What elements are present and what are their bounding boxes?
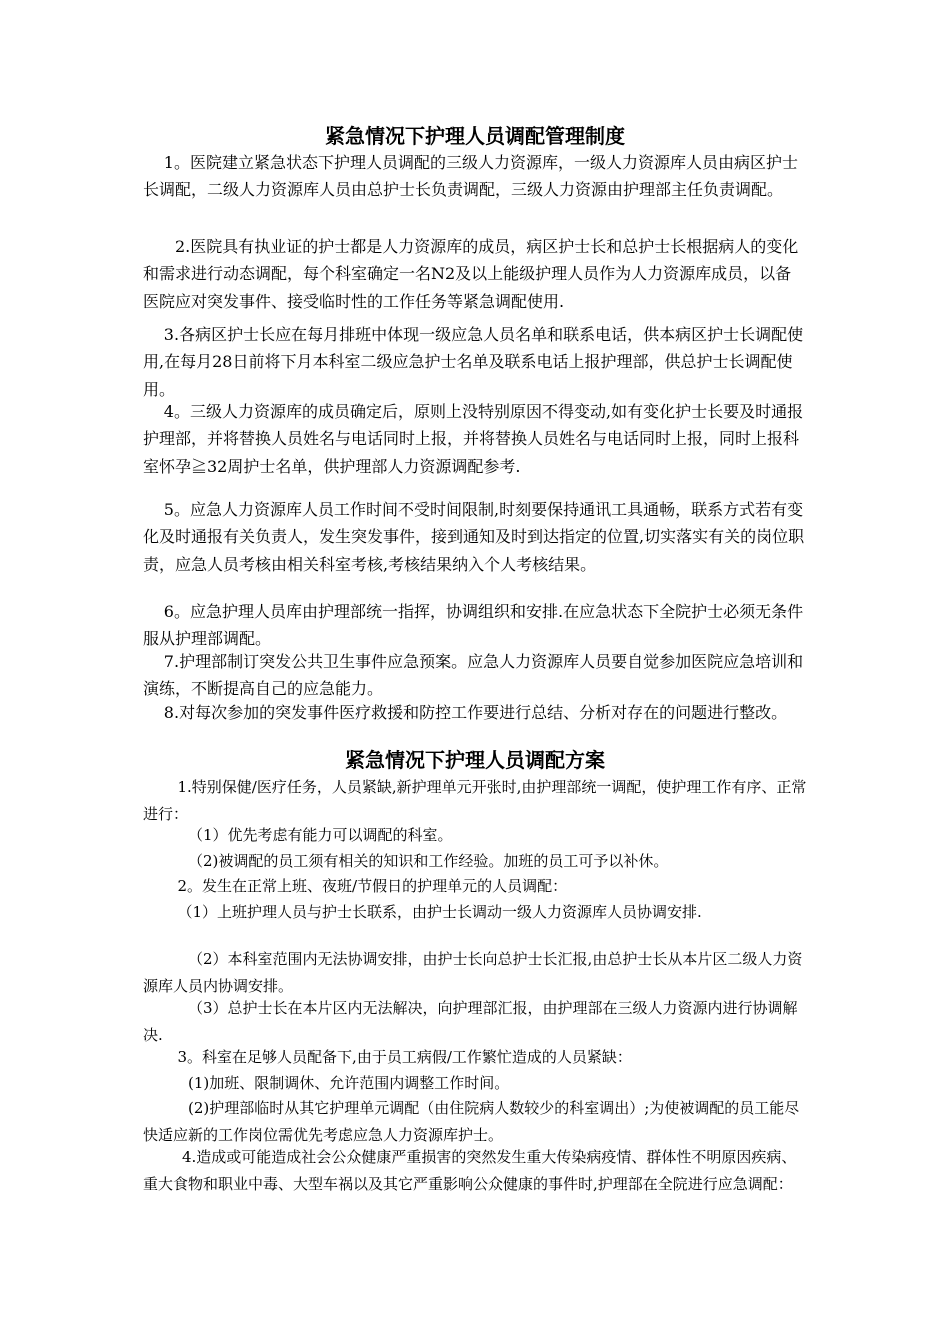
plan-item-1-1: （1）优先考虑有能力可以调配的科室。: [188, 826, 453, 844]
rule-3: 3.各病区护士长应在每月排班中体现一级应急人员名单和联系电话，供本病区护士长调配使用,在每月28日前将下月本科室二级应急护士名单及联系电话上报护理部，供总护士长调配使用。: [143, 325, 804, 399]
plan-item-1: 1.特别保健/医疗任务，人员紧缺,新护理单元开张时,由护理部统一调配，使护理工作有序、正常进行：: [143, 778, 807, 823]
plan-item-1-2: （2)被调配的员工须有相关的知识和工作经验。加班的员工可予以补休。: [188, 852, 669, 870]
title-plan: 紧急情况下护理人员调配方案: [345, 748, 605, 772]
rule-6: 6。应急护理人员库由护理部统一指挥，协调组织和安排.在应急状态下全院护士必须无条件服从护理部调配。: [143, 602, 804, 649]
plan-item-2: 2。发生在正常上班、夜班/节假日的护理单元的人员调配：: [177, 877, 568, 895]
title-regulation: 紧急情况下护理人员调配管理制度: [325, 124, 625, 148]
rule-4: 4。三级人力资源库的成员确定后，原则上没特别原因不得变动,如有变化护士长要及时通报护理部，并将替换人员姓名与电话同时上报，并将替换人员姓名与电话同时上报，同时上报科室怀孕≧32周护士名单，供护理部人力资源调配参考.: [143, 402, 804, 476]
rule-2: 2.医院具有执业证的护士都是人力资源库的成员，病区护士长和总护士长根据病人的变化和需求进行动态调配，每个科室确定一名N2及以上能级护理人员作为人力资源库成员，以备医院应对突发事件、接受临时性的工作任务等紧急调配使用.: [143, 237, 799, 311]
rule-8: 8.对每次参加的突发事件医疗救援和防控工作要进行总结、分析对存在的问题进行整改。: [163, 703, 788, 722]
plan-item-3-2: (2)护理部临时从其它护理单元调配（由住院病人数较少的科室调出）;为使被调配的员工能尽快适应新的工作岗位需优先考虑应急人力资源库护士。: [143, 1099, 800, 1144]
plan-item-3: 3。科室在足够人员配备下,由于员工病假/工作繁忙造成的人员紧缺：: [177, 1048, 632, 1066]
plan-item-2-2: （2）本科室范围内无法协调安排，由护士长向总护士长汇报,由总护士长从本片区二级人力资源库人员内协调安排。: [143, 950, 803, 995]
rule-1: 1。医院建立紧急状态下护理人员调配的三级人力资源库，一级人力资源库人员由病区护士长调配，二级人力资源库人员由总护士长负责调配，三级人力资源由护理部主任负责调配。: [143, 153, 798, 200]
plan-item-3-1: (1)加班、限制调休、允许范围内调整工作时间。: [188, 1074, 510, 1092]
plan-item-4: 4.造成或可能造成社会公众健康严重损害的突然发生重大传染病疫情、群体性不明原因疾病、重大食物和职业中毒、大型车祸以及其它严重影响公众健康的事件时,护理部在全院进行应急调配：: [143, 1148, 797, 1193]
plan-item-2-3: （3）总护士长在本片区内无法解决，向护理部汇报，由护理部在三级人力资源内进行协调解决.: [143, 999, 798, 1044]
rule-7: 7.护理部制订突发公共卫生事件应急预案。应急人力资源库人员要自觉参加医院应急培训和演练，不断提高自己的应急能力。: [143, 652, 804, 699]
plan-item-2-1: （1）上班护理人员与护士长联系，由护士长调动一级人力资源库人员协调安排.: [177, 903, 702, 921]
rule-5: 5。应急人力资源库人员工作时间不受时间限制,时刻要保持通讯工具通畅，联系方式若有变化及时通报有关负责人，发生突发事件，接到通知及时到达指定的位置,切实落实有关的岗位职责，应急人员考核由相关科室考核,考核结果纳入个人考核结果。: [143, 500, 805, 574]
